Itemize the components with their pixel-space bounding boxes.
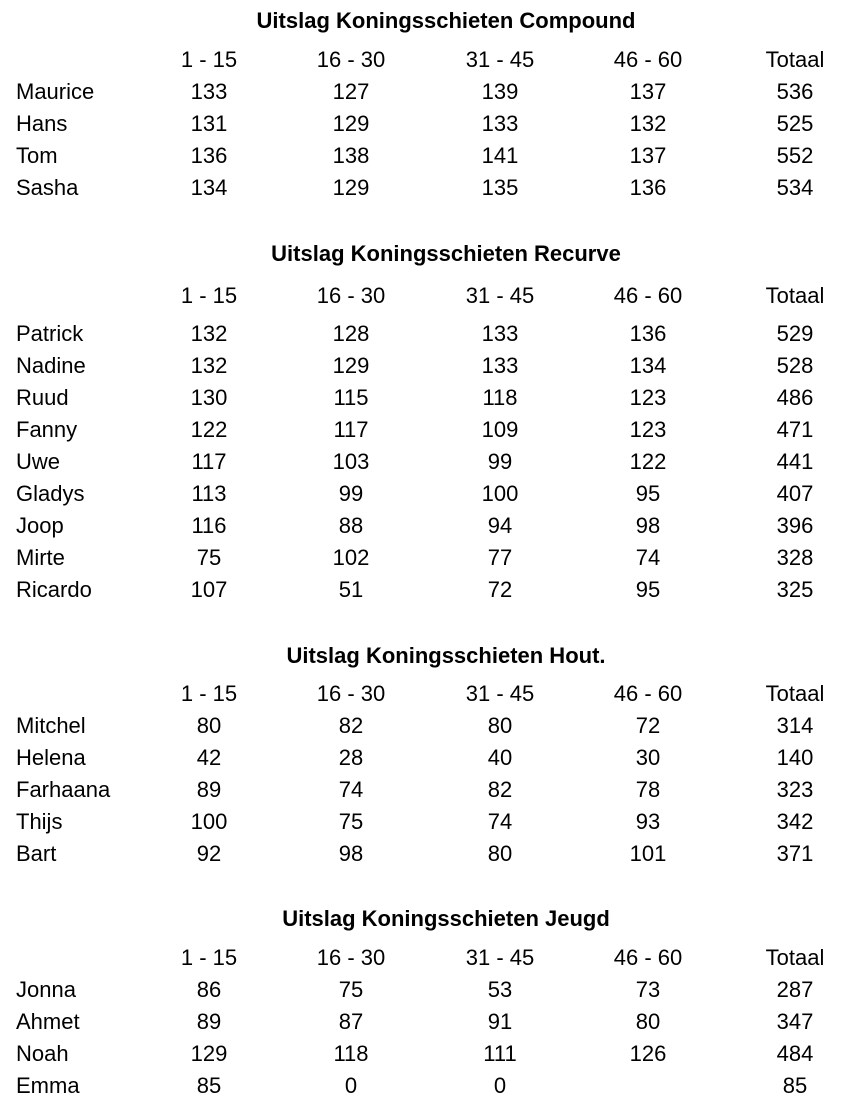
table-row: [0, 1070, 860, 1102]
score-cell: 80: [487, 841, 513, 866]
score-cell: 115: [333, 385, 369, 410]
score-cell: 118: [482, 385, 518, 410]
participant-name: Maurice: [16, 79, 95, 104]
column-header: 31 - 45: [465, 283, 535, 308]
participant-name: Farhaana: [16, 777, 111, 802]
score-cell: 137: [629, 79, 667, 104]
column-header: Totaal: [765, 681, 825, 706]
score-cell: 101: [629, 841, 667, 866]
column-header: Totaal: [765, 283, 825, 308]
participant-name: Noah: [16, 1041, 69, 1066]
table-row: [0, 350, 860, 382]
participant-name: Ruud: [16, 385, 69, 410]
score-cell: 138: [332, 143, 370, 168]
total-cell: 552: [776, 143, 814, 168]
score-cell: 117: [333, 417, 369, 442]
table-row: [0, 710, 860, 742]
column-header-row: [0, 678, 860, 710]
score-cell: 30: [635, 745, 661, 770]
column-header-row: [0, 44, 860, 76]
section-title: Uitslag Koningsschieten Compound: [256, 8, 636, 33]
total-cell: 323: [776, 777, 814, 802]
score-cell: 132: [190, 353, 228, 378]
table-row: [0, 108, 860, 140]
table-row: [0, 574, 860, 606]
score-cell: 136: [629, 175, 667, 200]
score-cell: 51: [338, 577, 364, 602]
score-cell: 100: [190, 809, 228, 834]
score-cell: 89: [196, 777, 222, 802]
score-cell: 129: [332, 111, 370, 136]
score-cell: 99: [487, 449, 513, 474]
table-row: [0, 838, 860, 870]
total-cell: 471: [776, 417, 814, 442]
total-cell: 347: [776, 1009, 814, 1034]
score-cell: 132: [629, 111, 667, 136]
score-cell: 98: [635, 513, 661, 538]
column-header: 1 - 15: [180, 47, 238, 72]
score-cell: 123: [629, 385, 667, 410]
score-cell: 98: [338, 841, 364, 866]
table-row: [0, 742, 860, 774]
score-cell: 40: [487, 745, 513, 770]
column-header: 16 - 30: [316, 283, 386, 308]
total-cell: 441: [776, 449, 814, 474]
score-cell: 99: [338, 481, 364, 506]
score-cell: 80: [635, 1009, 661, 1034]
total-cell: 529: [776, 321, 814, 346]
total-cell: 325: [776, 577, 814, 602]
column-header: 46 - 60: [613, 283, 683, 308]
section-title: Uitslag Koningsschieten Jeugd: [282, 906, 610, 931]
score-cell: 133: [481, 111, 519, 136]
total-cell: 528: [776, 353, 814, 378]
column-header: 16 - 30: [316, 681, 386, 706]
score-cell: 129: [190, 1041, 228, 1066]
total-cell: 407: [776, 481, 814, 506]
score-cell: 134: [629, 353, 667, 378]
table-row: [0, 382, 860, 414]
participant-name: Nadine: [16, 353, 86, 378]
score-cell: 133: [481, 321, 519, 346]
column-header: 16 - 30: [316, 47, 386, 72]
total-cell: 536: [776, 79, 814, 104]
score-cell: 139: [481, 79, 519, 104]
score-cell: 95: [635, 481, 661, 506]
score-cell: 127: [332, 79, 370, 104]
column-header: Totaal: [765, 945, 825, 970]
score-cell: 74: [487, 809, 513, 834]
table-row: [0, 1006, 860, 1038]
score-cell: 80: [196, 713, 222, 738]
score-cell: 134: [190, 175, 228, 200]
column-header: 1 - 15: [180, 283, 238, 308]
score-cell: 103: [332, 449, 370, 474]
total-cell: 287: [776, 977, 814, 1002]
table-row: [0, 414, 860, 446]
column-header: 31 - 45: [465, 681, 535, 706]
table-row: [0, 140, 860, 172]
score-cell: 135: [481, 175, 519, 200]
score-cell: 131: [190, 111, 228, 136]
score-cell: 75: [338, 977, 364, 1002]
table-row: [0, 446, 860, 478]
score-cell: 74: [635, 545, 661, 570]
score-cell: 113: [191, 481, 227, 506]
participant-name: Jonna: [16, 977, 76, 1002]
column-header: 1 - 15: [180, 681, 238, 706]
score-cell: 72: [635, 713, 661, 738]
score-cell: 129: [332, 175, 370, 200]
column-header-row: [0, 280, 860, 312]
score-cell: 28: [338, 745, 364, 770]
total-cell: 328: [776, 545, 814, 570]
score-cell: 92: [196, 841, 222, 866]
participant-name: Ahmet: [16, 1009, 80, 1034]
score-cell: 141: [481, 143, 519, 168]
participant-name: Mirte: [16, 545, 65, 570]
score-cell: 42: [196, 745, 222, 770]
column-header: 1 - 15: [180, 945, 238, 970]
score-cell: 91: [487, 1009, 513, 1034]
table-row: [0, 974, 860, 1006]
score-cell: 109: [481, 417, 519, 442]
column-header: 46 - 60: [613, 47, 683, 72]
score-cell: 73: [635, 977, 661, 1002]
total-cell: 396: [776, 513, 814, 538]
column-header: 16 - 30: [316, 945, 386, 970]
score-cell: 136: [190, 143, 228, 168]
score-cell: 133: [190, 79, 228, 104]
score-cell: 0: [344, 1073, 358, 1098]
score-cell: 133: [481, 353, 519, 378]
column-header: 31 - 45: [465, 47, 535, 72]
column-header: Totaal: [765, 47, 825, 72]
participant-name: Mitchel: [16, 713, 86, 738]
score-cell: 118: [333, 1041, 369, 1066]
total-cell: 525: [776, 111, 814, 136]
total-cell: 371: [776, 841, 814, 866]
score-cell: 107: [190, 577, 228, 602]
score-cell: 93: [635, 809, 661, 834]
participant-name: Helena: [16, 745, 86, 770]
table-row: [0, 478, 860, 510]
score-cell: 94: [487, 513, 513, 538]
total-cell: 486: [776, 385, 814, 410]
score-cell: 123: [629, 417, 667, 442]
score-cell: 77: [487, 545, 513, 570]
score-cell: 122: [190, 417, 228, 442]
table-row: [0, 318, 860, 350]
score-cell: 128: [332, 321, 370, 346]
participant-name: Hans: [16, 111, 68, 136]
section-title: Uitslag Koningsschieten Recurve: [271, 241, 621, 266]
section-title: Uitslag Koningsschieten Hout.: [286, 643, 606, 668]
participant-name: Thijs: [16, 809, 63, 834]
score-cell: 74: [338, 777, 364, 802]
score-cell: 136: [629, 321, 667, 346]
score-cell: 53: [487, 977, 513, 1002]
score-cell: 82: [338, 713, 364, 738]
score-cell: 86: [196, 977, 222, 1002]
score-cell: 129: [332, 353, 370, 378]
score-cell: 85: [196, 1073, 222, 1098]
total-cell: 484: [776, 1041, 814, 1066]
column-header: 31 - 45: [465, 945, 535, 970]
participant-name: Bart: [16, 841, 57, 866]
score-cell: 122: [629, 449, 667, 474]
score-cell: 117: [191, 449, 227, 474]
participant-name: Tom: [16, 143, 58, 168]
total-cell: 534: [776, 175, 814, 200]
score-cell: 102: [332, 545, 370, 570]
table-row: [0, 1038, 860, 1070]
total-cell: 342: [776, 809, 814, 834]
participant-name: Fanny: [16, 417, 78, 442]
column-header-row: [0, 942, 860, 974]
column-header: 46 - 60: [613, 681, 683, 706]
score-cell: 72: [487, 577, 513, 602]
table-row: [0, 806, 860, 838]
score-cell: 75: [338, 809, 364, 834]
score-cell: 111: [483, 1041, 517, 1066]
score-cell: 87: [338, 1009, 364, 1034]
column-header: 46 - 60: [613, 945, 683, 970]
participant-name: Uwe: [16, 449, 61, 474]
score-cell: 75: [196, 545, 222, 570]
participant-name: Ricardo: [16, 577, 92, 602]
table-row: [0, 774, 860, 806]
score-cell: 0: [493, 1073, 507, 1098]
participant-name: Joop: [16, 513, 64, 538]
score-cell: 130: [190, 385, 228, 410]
table-row: [0, 172, 860, 204]
table-row: [0, 542, 860, 574]
total-cell: 140: [776, 745, 814, 770]
score-cell: 82: [487, 777, 513, 802]
table-row: [0, 76, 860, 108]
score-cell: 132: [190, 321, 228, 346]
total-cell: 85: [782, 1073, 808, 1098]
total-cell: 314: [776, 713, 814, 738]
score-cell: 100: [481, 481, 519, 506]
score-cell: 116: [191, 513, 227, 538]
participant-name: Patrick: [16, 321, 84, 346]
score-cell: 78: [635, 777, 661, 802]
table-row: [0, 510, 860, 542]
score-cell: 88: [338, 513, 364, 538]
score-cell: 89: [196, 1009, 222, 1034]
participant-name: Emma: [16, 1073, 80, 1098]
participant-name: Sasha: [16, 175, 79, 200]
participant-name: Gladys: [16, 481, 85, 506]
score-cell: 126: [629, 1041, 667, 1066]
score-cell: 95: [635, 577, 661, 602]
score-cell: 137: [629, 143, 667, 168]
score-cell: 80: [487, 713, 513, 738]
